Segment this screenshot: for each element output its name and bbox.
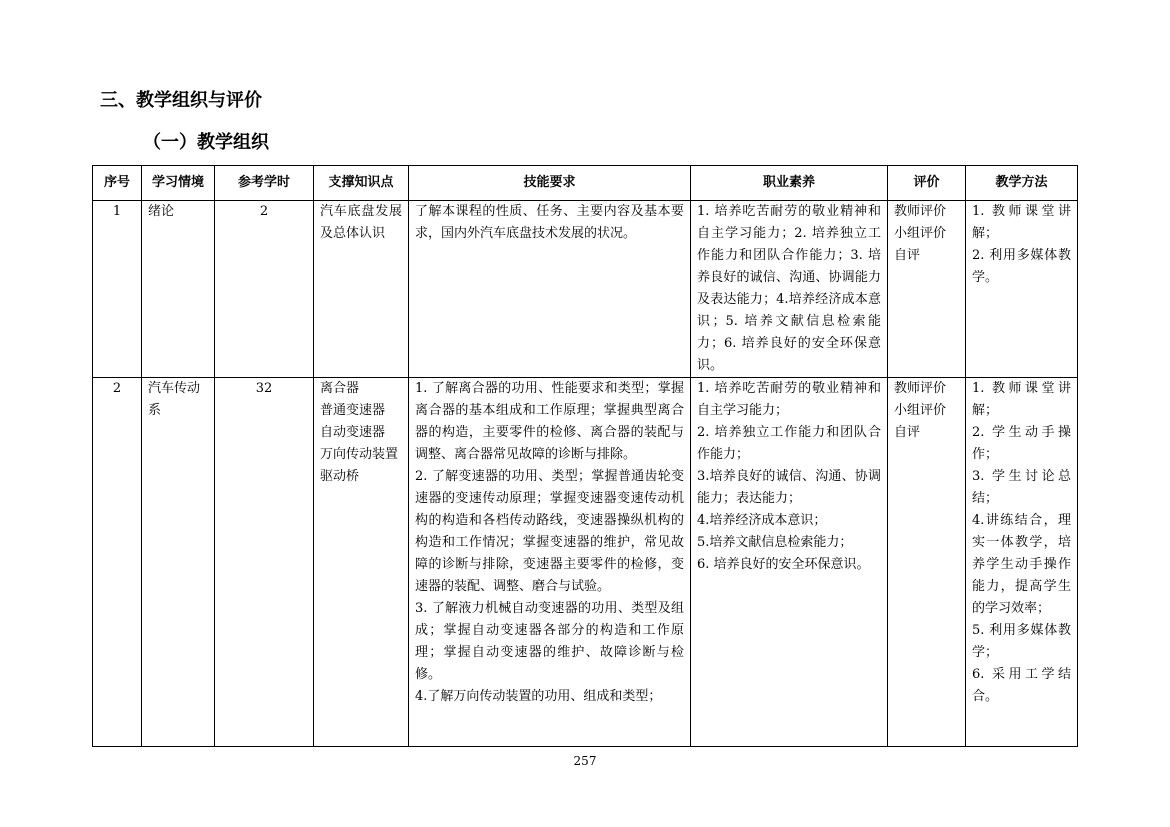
knowledge-point: 普通变速器 — [320, 403, 386, 418]
knowledge-point: 驱动桥 — [320, 469, 360, 484]
evaluation-cell — [888, 201, 966, 378]
method-item: 4.讲练结合，理实一体教学，培养学生动手操作能力，提高学生的学习效率； — [972, 513, 1071, 616]
skill-requirement: 4.了解万向传动装置的功用、组成和类型； — [415, 689, 662, 704]
method-item: 1. 教师课堂讲解； — [972, 381, 1071, 418]
method-item: 5. 利用多媒体教学； — [972, 623, 1071, 660]
quality-item: 6. 培养良好的安全环保意识。 — [697, 557, 870, 572]
knowledge-point: 自动变速器 — [320, 425, 386, 440]
quality-item: 3.培养良好的诚信、沟通、协调能力；表达能力； — [697, 469, 881, 506]
page-number: 257 — [573, 754, 597, 768]
quality-item: 1. 培养吃苦耐劳的敬业精神和自主学习能力； — [697, 381, 881, 418]
row-number: 1 — [93, 201, 142, 378]
col-header-quality: 职业素养 — [691, 166, 888, 201]
quality-item: 2. 培养独立工作能力和团队合作能力； — [697, 425, 881, 462]
evaluation-item: 自评 — [894, 248, 921, 263]
skill-requirement: 1. 了解离合器的功用、性能要求和类型；掌握离合器的基本组成和工作原理；掌握典型离合器的构造，主要零件的检修、离合器的装配与调整、离合器常见故障的诊断与排除。 — [415, 381, 684, 462]
skill-requirements-cell — [409, 201, 691, 378]
evaluation-item: 教师评价 — [894, 204, 947, 219]
table-row — [93, 378, 1078, 747]
learning-scenario: 汽车传动系 — [142, 378, 215, 747]
method-item: 2. 学生动手操作； — [972, 425, 1071, 462]
evaluation-item: 小组评价 — [894, 226, 947, 241]
quality-item: 5.培养文献信息检索能力； — [697, 535, 853, 550]
col-header-methods: 教学方法 — [966, 166, 1078, 201]
teaching-methods-cell — [966, 201, 1078, 378]
method-item: 3. 学生讨论总结； — [972, 469, 1071, 506]
evaluation-item: 教师评价 — [894, 381, 947, 396]
learning-scenario: 绪论 — [142, 201, 215, 378]
evaluation-cell — [888, 378, 966, 747]
section-heading: 三、教学组织与评价 — [100, 90, 262, 111]
knowledge-point: 万向传动装置 — [320, 447, 399, 462]
method-item: 1. 教师课堂讲解； — [972, 204, 1071, 241]
col-header-evaluation: 评价 — [888, 166, 966, 201]
knowledge-points-cell — [314, 378, 409, 747]
evaluation-item: 自评 — [894, 425, 921, 440]
table-header-row — [93, 166, 1078, 201]
professional-quality-cell — [691, 378, 888, 747]
reference-hours: 2 — [215, 201, 314, 378]
subsection-heading: （一）教学组织 — [143, 132, 269, 153]
quality-item: 4.培养经济成本意识； — [697, 513, 827, 528]
method-item: 2. 利用多媒体教学。 — [972, 248, 1071, 285]
skill-requirement: 3. 了解液力机械自动变速器的功用、类型及组成；掌握自动变速器各部分的构造和工作原理；掌握自动变速器的维护、故障诊断与检修。 — [415, 601, 684, 682]
method-item: 6. 采用工学结合。 — [972, 667, 1071, 704]
knowledge-point: 离合器 — [320, 381, 360, 396]
col-header-knowledge: 支撑知识点 — [314, 166, 409, 201]
teaching-organization-table — [92, 165, 1078, 747]
col-header-num: 序号 — [93, 166, 142, 201]
quality-item: 1. 培养吃苦耐劳的敬业精神和自主学习能力；2. 培养独立工作能力和团队合作能力；3. 培养良好的诚信、沟通、协调能力及表达能力；4.培养经济成本意识；5. 培养文献信息检索能力；6. 培养良好的安全环保意识。 — [697, 204, 881, 373]
skill-requirement: 了解本课程的性质、任务、主要内容及基本要求，国内外汽车底盘技术发展的状况。 — [415, 204, 684, 241]
col-header-hours: 参考学时 — [215, 166, 314, 201]
knowledge-points-cell — [314, 201, 409, 378]
skill-requirement: 2. 了解变速器的功用、类型；掌握普通齿轮变速器的变速传动原理；掌握变速器变速传动机构的构造和各档传动路线，变速器操纵机构的构造和工作情况；掌握变速器的维护，常见故障的诊断与排除，变速器主要零件的检修，变速器的装配、调整、磨合与试验。 — [415, 469, 684, 594]
knowledge-point: 汽车底盘发展及总体认识 — [320, 204, 402, 241]
professional-quality-cell — [691, 201, 888, 378]
table-row — [93, 201, 1078, 378]
reference-hours: 32 — [215, 378, 314, 747]
col-header-skills: 技能要求 — [409, 166, 691, 201]
col-header-scene: 学习情境 — [142, 166, 215, 201]
skill-requirements-cell — [409, 378, 691, 747]
row-number: 2 — [93, 378, 142, 747]
teaching-methods-cell — [966, 378, 1078, 747]
evaluation-item: 小组评价 — [894, 403, 947, 418]
